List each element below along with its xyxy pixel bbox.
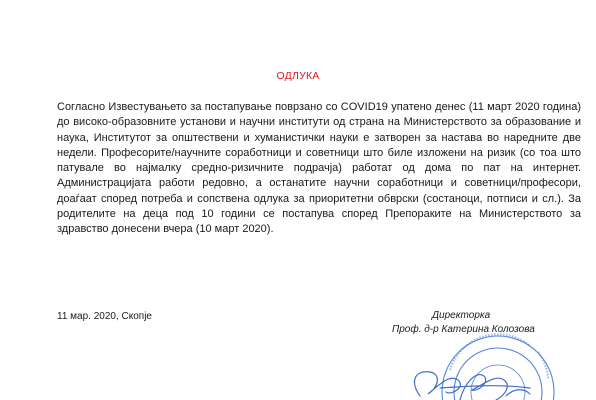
- stamp-ring-lettering: [450, 334, 548, 378]
- official-stamp: [442, 336, 554, 400]
- handwritten-signature: [415, 372, 530, 400]
- director-title: Директорка: [432, 310, 491, 321]
- director-name: Проф. д-р Катерина Колозова: [392, 324, 535, 335]
- date-place: 11 мар. 2020, Скопје: [57, 311, 152, 322]
- official-stamp-and-signature: [380, 330, 596, 400]
- document-title: ОДЛУКА: [276, 70, 320, 82]
- document-body: Согласно Известувањето за постапување поврзано со COVID19 упатено денес (11 март 2020 година) до високо-образовните установи и научни институти од страна на Министерството за образование и наука, Институтот за општествени и хуманистички науки е затворен за настава во наредните две недели. Професорите/научните соработници и советници што биле изложени на ризик (со тоа што патувале во најмалку средно-ризичните подрачја) работат од дома по пат на интернет. Администрацијата работи редовно, а останатите научни соработници и советници/професори, доаѓаат според потреба и сопствена одлука за приоритетни обврски (состаноци, потписи и сл.). За родителите на деца под 10 години се постапува според Препораките на Министерството за здравство донесени вчера (10 март 2020).: [57, 101, 581, 236]
